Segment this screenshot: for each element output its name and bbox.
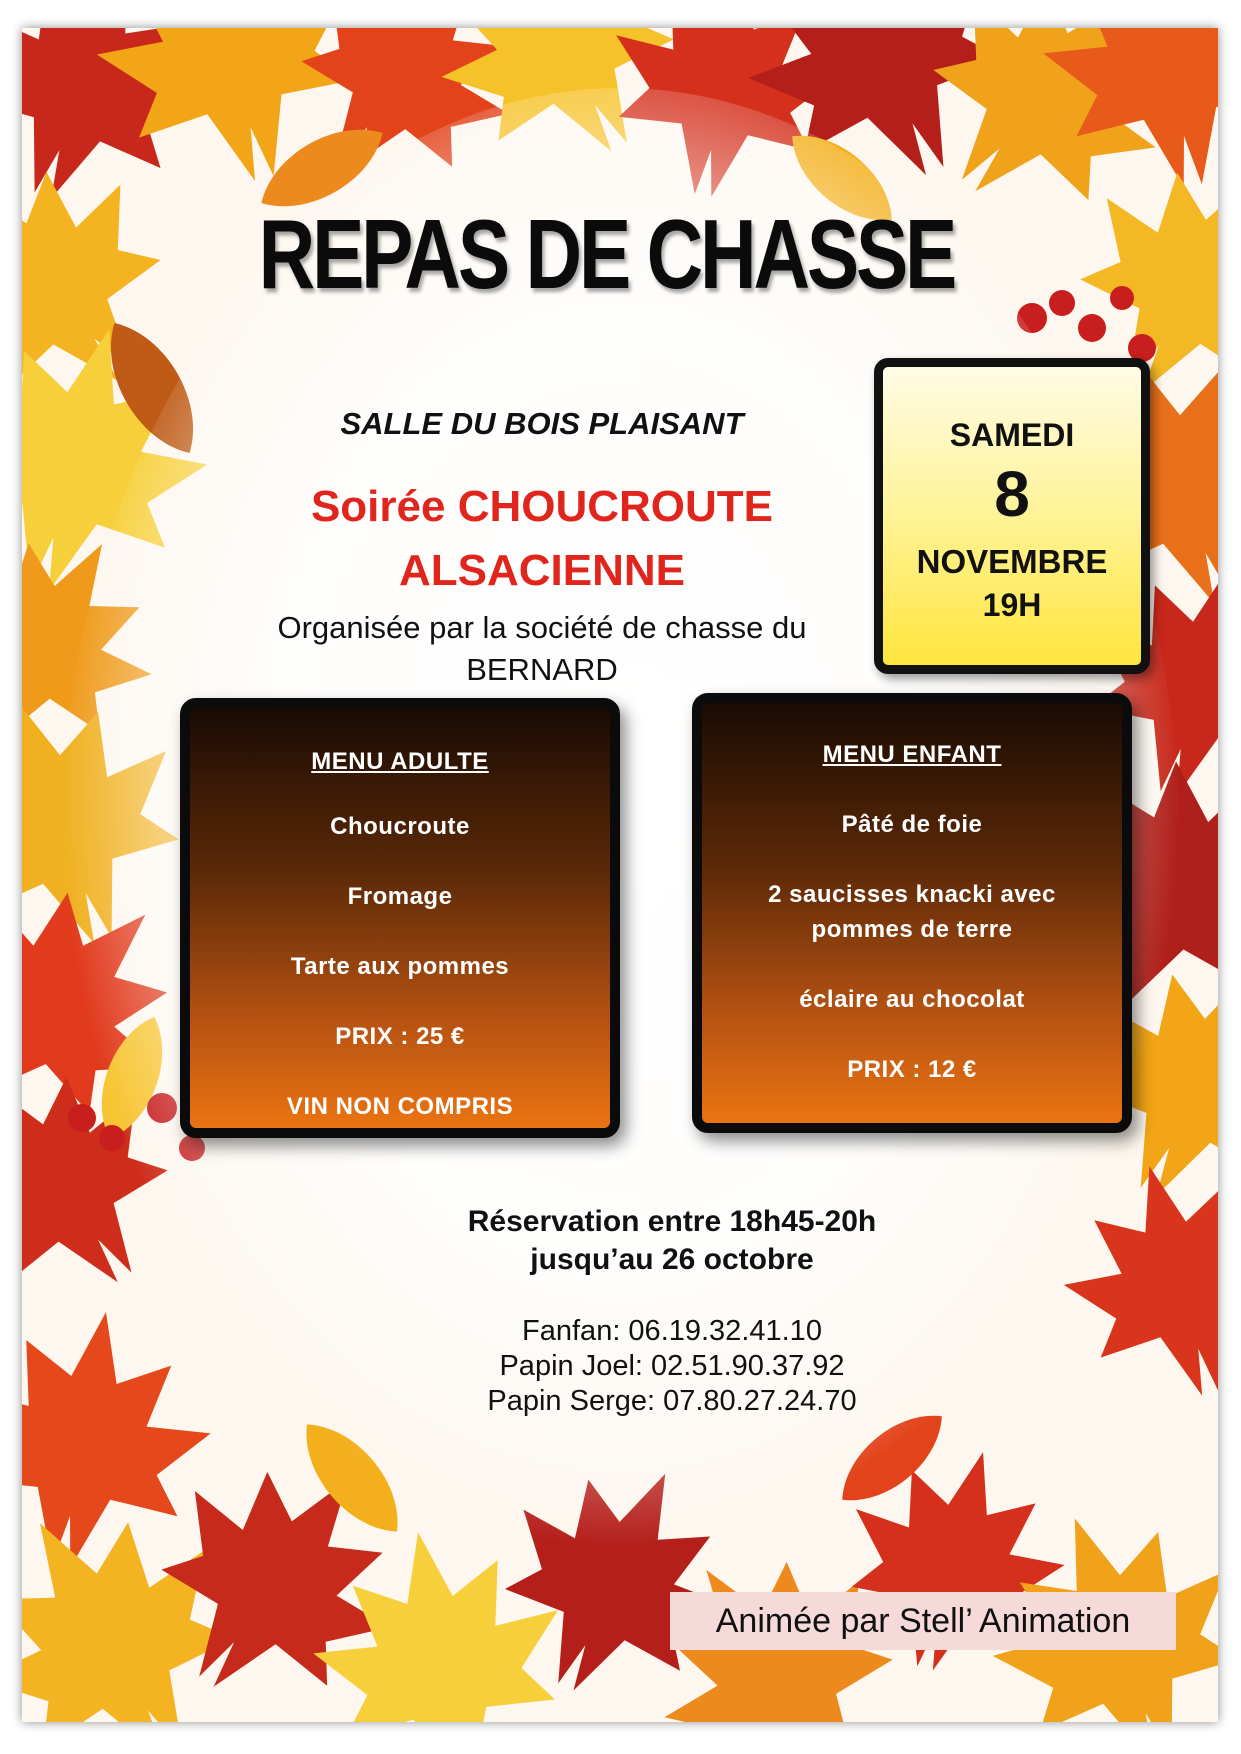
poster bbox=[22, 28, 1218, 1722]
date-month: NOVEMBRE bbox=[916, 543, 1108, 580]
venue-name: SALLE DU BOIS PLAISANT bbox=[340, 406, 744, 441]
organizer-line2: BERNARD bbox=[466, 652, 618, 687]
menu-adult-note: VIN NON COMPRIS bbox=[286, 1093, 514, 1120]
contact-phone: Papin Serge: 07.80.27.24.70 bbox=[487, 1385, 857, 1417]
date-number: 8 bbox=[994, 458, 1030, 530]
organizer-line1: Organisée par la société de chasse du bbox=[277, 610, 807, 645]
page-title: REPAS DE CHASSE bbox=[258, 199, 955, 309]
menu-item: pommes de terre bbox=[811, 916, 1013, 943]
menu-item: Tarte aux pommes bbox=[290, 953, 510, 980]
contact-phone: Fanfan: 06.19.32.41.10 bbox=[522, 1315, 822, 1347]
event-title-line2: ALSACIENNE bbox=[398, 546, 686, 595]
date-box bbox=[874, 358, 1150, 674]
menu-item: Choucroute bbox=[330, 813, 470, 840]
menu-item: Pâté de foie bbox=[841, 811, 983, 838]
menu-item: 2 saucisses knacki avec bbox=[768, 881, 1056, 908]
menu-child-box bbox=[692, 693, 1132, 1133]
contact-phone: Papin Joel: 02.51.90.37.92 bbox=[499, 1350, 845, 1382]
menu-item: Fromage bbox=[347, 883, 453, 910]
menu-child-title: MENU ENFANT bbox=[822, 741, 1002, 768]
animation-credit: Animée par Stell’ Animation bbox=[715, 1602, 1131, 1640]
menu-child-price: PRIX : 12 € bbox=[847, 1056, 977, 1083]
menu-adult-price: PRIX : 25 € bbox=[335, 1023, 465, 1050]
animation-banner bbox=[670, 1592, 1176, 1650]
menu-adult-title: MENU ADULTE bbox=[311, 748, 489, 775]
menu-adult-box bbox=[180, 698, 620, 1138]
reservation-deadline: jusqu’au 26 octobre bbox=[530, 1243, 814, 1276]
event-title-line1: Soirée CHOUCROUTE bbox=[310, 482, 774, 531]
date-day: SAMEDI bbox=[949, 417, 1075, 453]
reservation-hours: Réservation entre 18h45-20h bbox=[467, 1205, 877, 1238]
menu-item: éclaire au chocolat bbox=[799, 986, 1025, 1013]
date-time: 19H bbox=[982, 587, 1042, 623]
